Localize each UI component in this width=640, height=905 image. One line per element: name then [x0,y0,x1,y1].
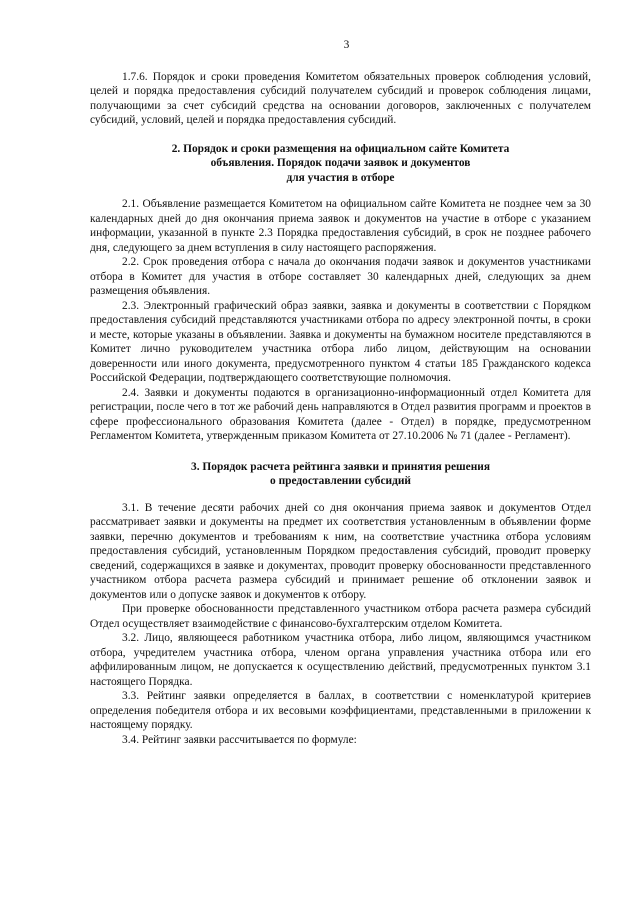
paragraph-3-4: 3.4. Рейтинг заявки рассчитывается по формуле: [122,733,357,746]
paragraph-2-3: 2.3. Электронный графический образ заявки, заявка и документы в соответствии с Порядком предоставления субсидий представляются участниками отбора по адресу электронной почты, в сроки и месте, которые указаны в объявлении. Заявка и документы на бумажном носителе представляются в Комитет лично руководителем участника отбора либо лицом, действующим на основании доверенности или иного документа, предусмотренного пунктом 4 статьи 185 Гражданского кодекса Российской Федерации, подтверждающего соответствующие полномочия. [90,299,591,384]
paragraph-2-4: 2.4. Заявки и документы подаются в организационно-информационный отдел Комитета для регистрации, после чего в тот же рабочий день направляются в Отдел развития программ и проектов в сфере профессионального образования Комитета (далее - Отдел) в порядке, предусмотренном Регламентом Комитета, утвержденным приказом Комитета от 27.10.2006 № 71 (далее - Регламент). [90,386,591,442]
section-2-heading-line-1: 2. Порядок и сроки размещения на официальном сайте Комитета [171,142,510,155]
paragraph-2-1: 2.1. Объявление размещается Комитетом на официальном сайте Комитета не позднее чем за 30 календарных дней до дня окончания приема заявок и документов на участие в отборе с указанием информации, указанной в пункте 2.3 Порядка предоставления субсидий, в срок не позднее рабочего дня, следующего за днем вступления в силу настоящего распоряжения. [90,198,591,254]
section-2-heading-line-2: объявления. Порядок подачи заявок и документов [210,157,471,169]
paragraph-3-1: 3.1. В течение десяти рабочих дней со дня окончания приема заявок и документов Отдел рассматривает заявки и документы на предмет их соответствия установленным в объявлении форме заявки, перечню документов и требованиям к ним, на соответствие участника отбора условиям предоставления субсидий, установленным Порядком предоставления субсидий, проводит проверку сведений, содержащихся в заявке и документах, проводит проверку обоснованности представленного участником отбора расчета размера субсидий и принимает решение об отклонении заявок и документов или о допуске заявок и документов к отбору. [90,501,591,601]
section-3-heading-line-1: 3. Порядок расчета рейтинга заявки и принятия решения [191,460,490,473]
paragraph-2-2: 2.2. Срок проведения отбора с начала до окончания подачи заявок и документов участниками отбора в Комитет для участия в отборе составляет 30 календарных дней, следующих за днем размещения объявления. [90,256,591,297]
paragraph-3-2: 3.2. Лицо, являющееся работником участника отбора, либо лицом, являющимся участником отбора, учредителем участника отбора, членом органа управления участника отбора или его аффилированным лицом, не допускается к осуществлению действий, предусмотренных пунктом 3.1 настоящего Порядка. [90,632,591,688]
section-3-heading-line-2: о предоставлении субсидий [270,475,411,487]
page-number: 3 [343,39,350,51]
paragraph-1-7-6: 1.7.6. Порядок и сроки проведения Комитетом обязательных проверок соблюдения условий, целей и порядка предоставления субсидий получателем субсидий и проверок соблюдения лицами, получающими за счет субсидий средства на основании договоров, заключенных с получателем субсидий, условий, целей и порядка предоставления субсидий. [90,70,591,126]
paragraph-3-1-continued: При проверке обоснованности представленного участником отбора расчета размера субсидий Отдел осуществляет взаимодействие с финансово-бухгалтерским отделом Комитета. [90,603,591,630]
paragraph-3-3: 3.3. Рейтинг заявки определяется в баллах, в соответствии с номенклатурой критериев определения победителя отбора и их весовыми коэффициентами, представленными в приложении к настоящему порядку. [90,690,591,731]
section-2-heading-line-3: для участия в отборе [286,171,395,184]
